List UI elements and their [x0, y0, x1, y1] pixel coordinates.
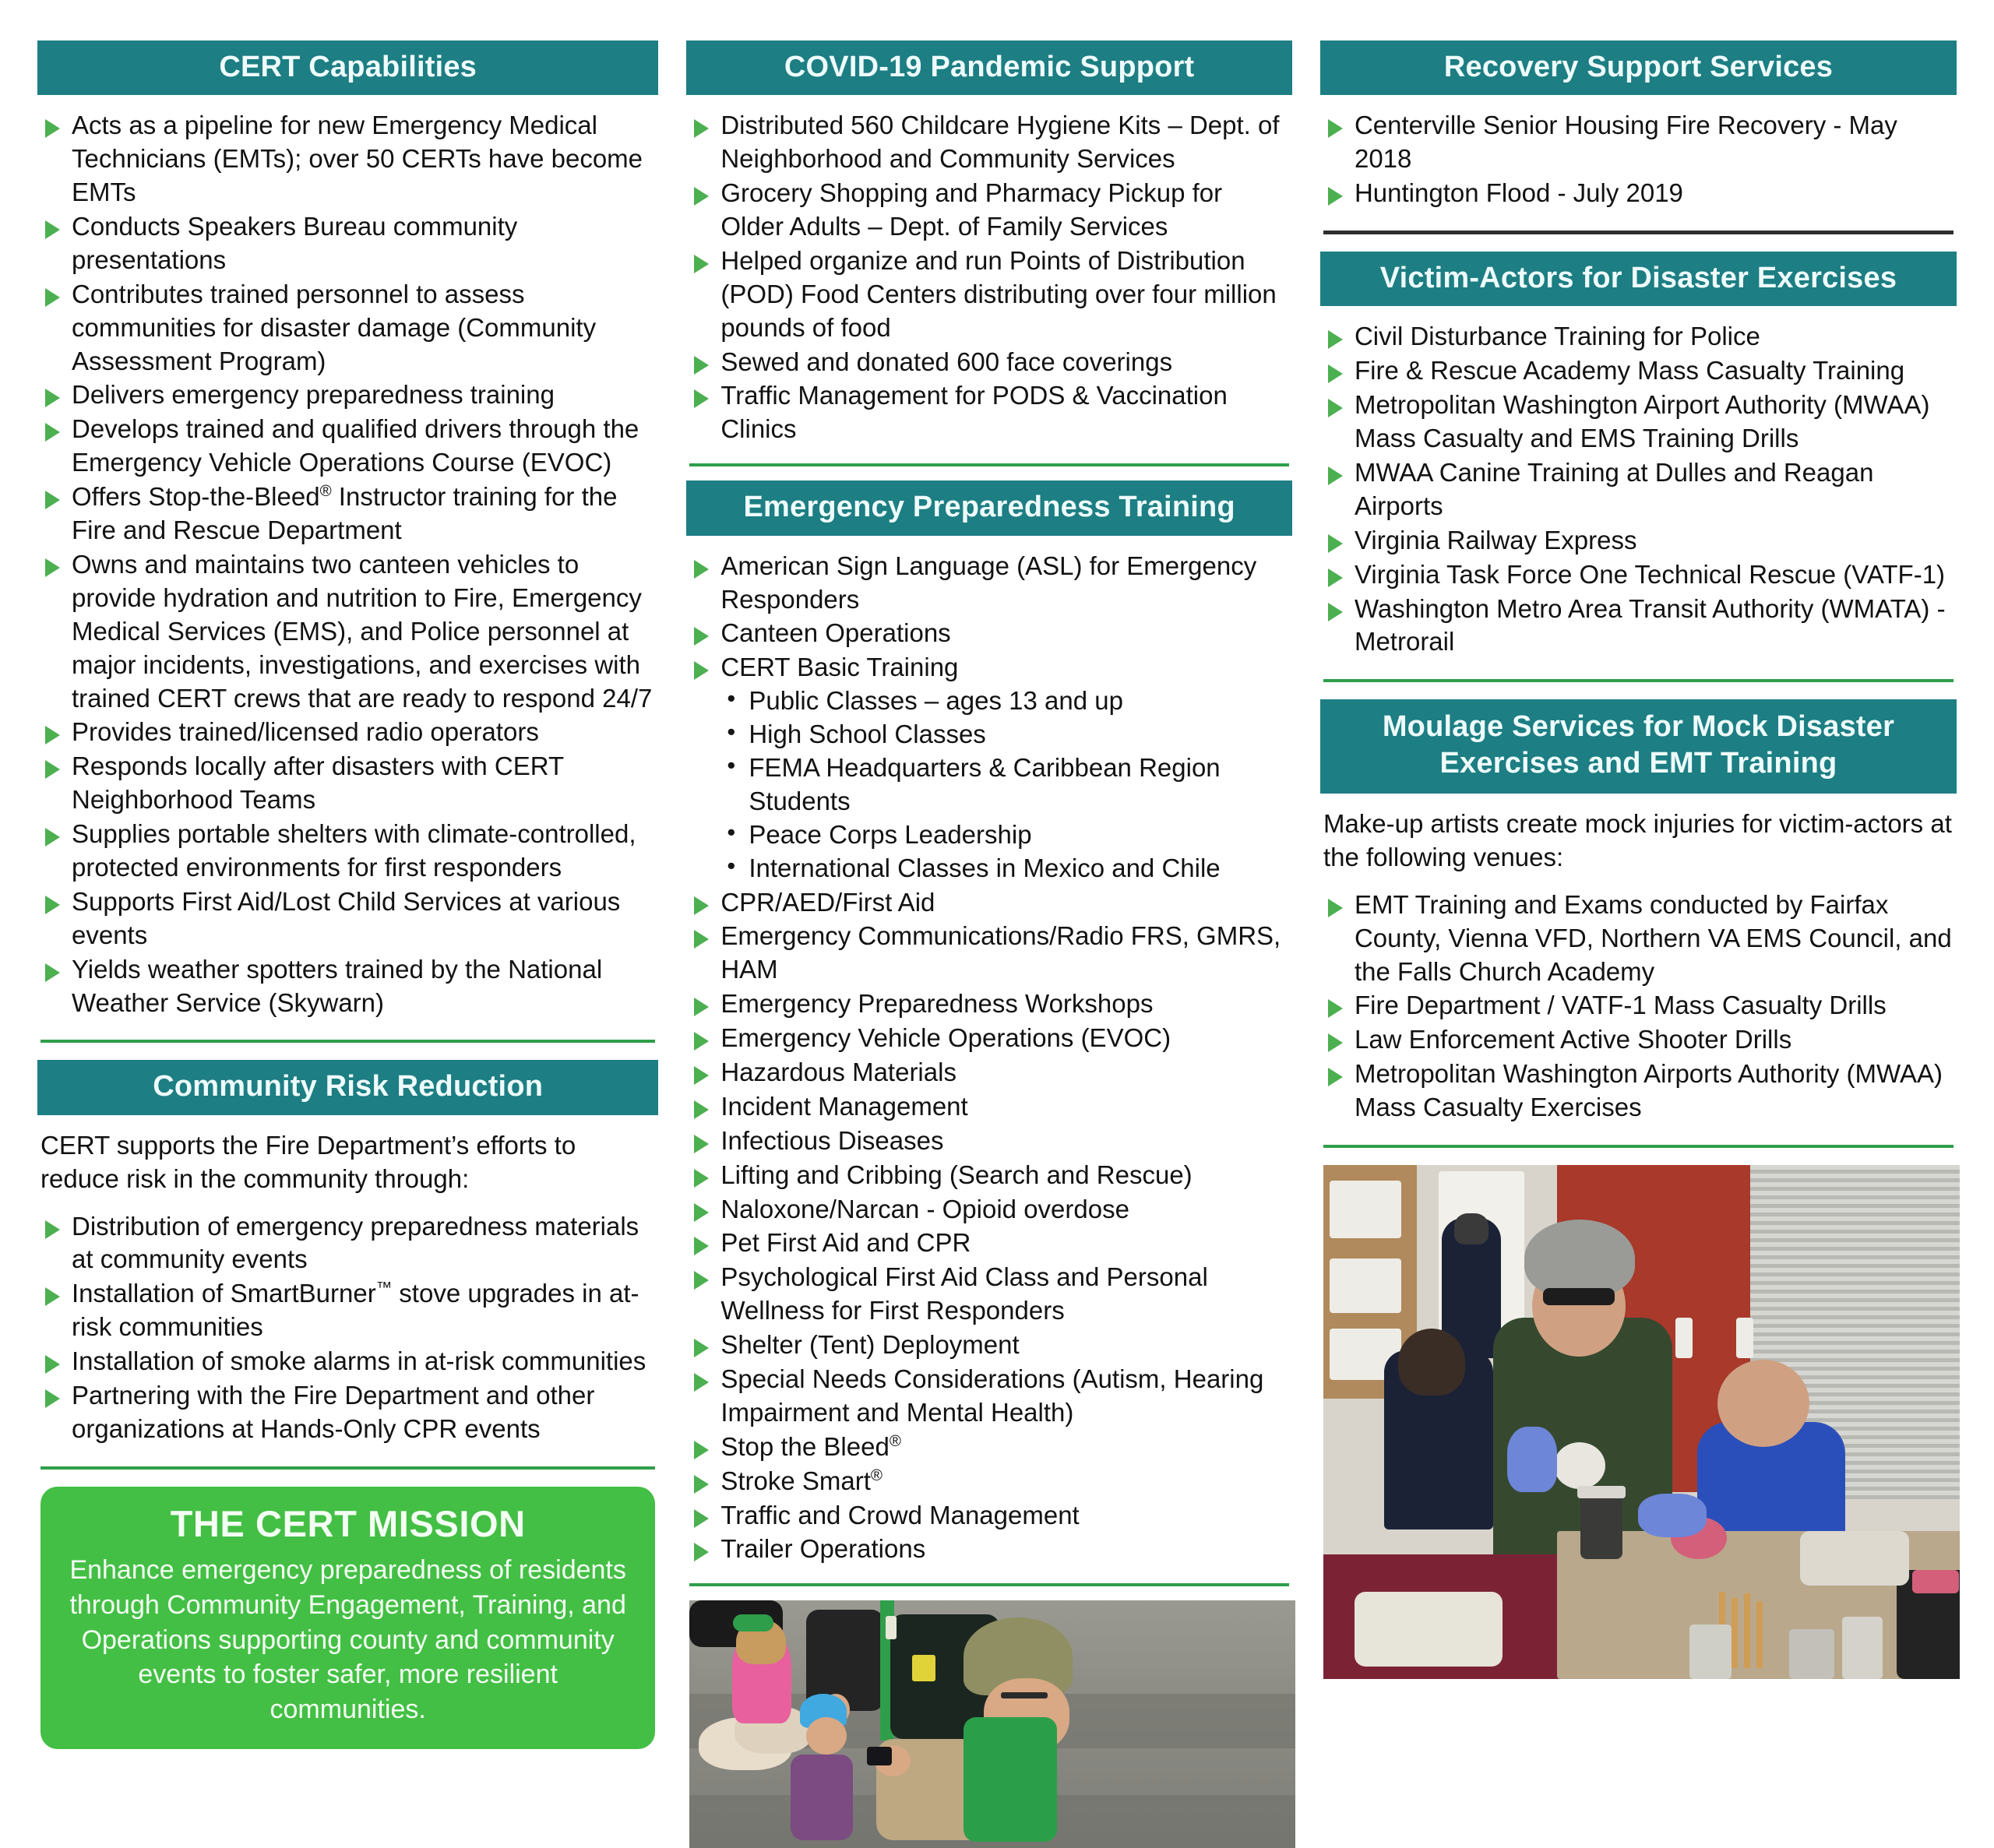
- column-middle: [686, 40, 1292, 1564]
- list-item: Emergency Preparedness Workshops: [686, 987, 1292, 1021]
- divider: [1323, 1145, 1953, 1148]
- list-item: Acts as a pipeline for new Emergency Medical Technicians (EMTs); over 50 CERTs have become EMTs: [37, 109, 658, 209]
- list-victim-actors: [1320, 320, 1957, 659]
- list-item: Distribution of emergency preparedness materials at community events: [37, 1210, 658, 1277]
- moulage-title-line-1: Moulage Services for Mock Disaster: [1382, 710, 1895, 744]
- list-item: Traffic Management for PODS & Vaccination Clinics: [686, 379, 1292, 446]
- section-header-moulage-services: [1320, 699, 1957, 794]
- list-item: Incident Management: [686, 1090, 1292, 1124]
- section-header-community-risk-reduction: Community Risk Reduction: [37, 1060, 658, 1114]
- list-item: Supports First Aid/Lost Child Services at various events: [37, 885, 658, 952]
- list-item: Metropolitan Washington Airport Authority (MWAA) Mass Casualty and EMS Training Drills: [1320, 389, 1957, 456]
- list-item: Special Needs Considerations (Autism, Hearing Impairment and Mental Health): [686, 1363, 1292, 1430]
- section-header-recovery-support-services: Recovery Support Services: [1320, 40, 1957, 95]
- list-item: Virginia Task Force One Technical Rescue (VATF-1): [1320, 558, 1957, 592]
- list-item: Offers Stop-the-Bleed® Instructor training for the Fire and Rescue Department: [37, 480, 658, 547]
- list-item: Sewed and donated 600 face coverings: [686, 346, 1292, 379]
- list-item: Virginia Railway Express: [1320, 524, 1957, 558]
- list-item: Civil Disturbance Training for Police: [1320, 320, 1957, 354]
- list-item: Emergency Vehicle Operations (EVOC): [686, 1022, 1292, 1055]
- list-item: Pet First Aid and CPR: [686, 1227, 1292, 1260]
- list-item: Psychological First Aid Class and Personal Wellness for First Responders: [686, 1261, 1292, 1328]
- list-item: Contributes trained personnel to assess communities for disaster damage (Community Assessment Program): [37, 278, 658, 378]
- list-item: Develops trained and qualified drivers through the Emergency Vehicle Operations Course (EVOC): [37, 413, 658, 480]
- list-covid-support: [686, 109, 1292, 446]
- list-item: Lifting and Cribbing (Search and Rescue): [686, 1159, 1292, 1192]
- list-item: Traffic and Crowd Management: [686, 1499, 1292, 1533]
- sublist-item: • High School Classes: [720, 718, 1292, 752]
- sublist-item: • Public Classes – ages 13 and up: [720, 685, 1292, 718]
- sublist-item: • International Classes in Mexico and Chile: [720, 852, 1292, 885]
- list-item: Distributed 560 Childcare Hygiene Kits – Dept. of Neighborhood and Community Services: [686, 109, 1292, 176]
- list-item: Owns and maintains two canteen vehicles to provide hydration and nutrition to Fire, Emergency Medical Services (EMS), and Police personnel at major incidents, investigations, and exercises with trained CERT crews that are ready to respond 24/7: [37, 548, 658, 715]
- list-item: Hazardous Materials: [686, 1056, 1292, 1089]
- list-item: Trailer Operations: [686, 1533, 1292, 1566]
- list-item: Fire Department / VATF-1 Mass Casualty Drills: [1320, 989, 1957, 1023]
- list-item: Metropolitan Washington Airports Authority (MWAA) Mass Casualty Exercises: [1320, 1058, 1957, 1125]
- list-item: Supplies portable shelters with climate-controlled, protected environments for first responders: [37, 818, 658, 885]
- column-left: [37, 40, 658, 1725]
- column-right: [1320, 40, 1957, 1540]
- list-item: American Sign Language (ASL) for Emergency Responders: [686, 550, 1292, 617]
- list-item: Delivers emergency preparedness training: [37, 378, 658, 412]
- list-item: Partnering with the Fire Department and other organizations at Hands-Only CPR events: [37, 1379, 658, 1446]
- list-item: Fire & Rescue Academy Mass Casualty Training: [1320, 354, 1957, 388]
- cert-mission-title: THE CERT MISSION: [170, 1502, 526, 1544]
- list-emergency-preparedness-training: [686, 550, 1292, 1567]
- list-item: [686, 651, 1292, 885]
- list-item: Stroke Smart®: [686, 1465, 1292, 1498]
- list-item: Helped organize and run Points of Distribution (POD) Food Centers distributing over four million pounds of food: [686, 245, 1292, 345]
- list-item-label: CERT Basic Training: [720, 653, 959, 682]
- section-header-cert-capabilities: CERT Capabilities: [37, 40, 658, 95]
- list-item: Grocery Shopping and Pharmacy Pickup for Older Adults – Dept. of Family Services: [686, 177, 1292, 244]
- list-item: Canteen Operations: [686, 617, 1292, 650]
- moulage-intro: Make-up artists create mock injuries for victim-actors at the following venues:: [1323, 809, 1952, 871]
- list-item: Shelter (Tent) Deployment: [686, 1329, 1292, 1362]
- list-recovery-support: [1320, 109, 1957, 210]
- photo-hands-only-cpr: [689, 1600, 1295, 1848]
- list-item: Installation of smoke alarms in at-risk communities: [37, 1345, 658, 1378]
- divider: [689, 463, 1289, 466]
- section-header-victim-actors: Victim-Actors for Disaster Exercises: [1320, 252, 1957, 306]
- list-item: Infectious Diseases: [686, 1125, 1292, 1158]
- list-item: Washington Metro Area Transit Authority (WMATA) - Metrorail: [1320, 593, 1957, 660]
- list-item: Huntington Flood - July 2019: [1320, 177, 1957, 210]
- list-item: Installation of SmartBurner™ stove upgrades in at-risk communities: [37, 1277, 658, 1344]
- divider: [689, 1583, 1289, 1586]
- sublist-item: • FEMA Headquarters & Caribbean Region Students: [720, 752, 1292, 818]
- list-item: Responds locally after disasters with CERT Neighborhood Teams: [37, 750, 658, 817]
- sublist-item: • Peace Corps Leadership: [720, 818, 1292, 852]
- list-item: MWAA Canine Training at Dulles and Reagan Airports: [1320, 456, 1957, 523]
- list-item: Conducts Speakers Bureau community presentations: [37, 210, 658, 277]
- divider: [1323, 231, 1953, 234]
- list-item: Yields weather spotters trained by the National Weather Service (Skywarn): [37, 953, 658, 1020]
- list-item: Provides trained/licensed radio operators: [37, 716, 658, 749]
- list-cert-capabilities: [37, 109, 658, 1019]
- divider: [1323, 679, 1953, 682]
- divider: [41, 1466, 655, 1470]
- cert-mission-body: Enhance emergency preparedness of residents through Community Engagement, Training, and Operations supporting county and community events to foster safer, more resilient communities.: [69, 1554, 626, 1725]
- list-item: Emergency Communications/Radio FRS, GMRS, HAM: [686, 920, 1292, 987]
- moulage-title-line-2: Exercises and EMT Training: [1439, 746, 1837, 780]
- list-item: Centerville Senior Housing Fire Recovery - May 2018: [1320, 109, 1957, 176]
- list-item: Naloxone/Narcan - Opioid overdose: [686, 1193, 1292, 1227]
- list-moulage-venues: [1320, 889, 1957, 1125]
- list-item: EMT Training and Exams conducted by Fairfax County, Vienna VFD, Northern VA EMS Council, and the Falls Church Academy: [1320, 889, 1957, 989]
- community-risk-intro: CERT supports the Fire Department’s efforts to reduce risk in the community through:: [41, 1130, 576, 1193]
- list-item: Stop the Bleed®: [686, 1431, 1292, 1464]
- list-item: CPR/AED/First Aid: [686, 886, 1292, 920]
- sublist-cert-basic-training: [720, 685, 1292, 885]
- photo-moulage-training: [1323, 1165, 1960, 1679]
- list-item: Law Enforcement Active Shooter Drills: [1320, 1023, 1957, 1057]
- cert-mission-box: [41, 1487, 655, 1749]
- divider: [41, 1040, 655, 1043]
- section-header-emergency-preparedness-training: Emergency Preparedness Training: [686, 480, 1292, 535]
- section-header-covid-support: COVID-19 Pandemic Support: [686, 40, 1292, 95]
- list-community-risk-reduction: [37, 1210, 658, 1446]
